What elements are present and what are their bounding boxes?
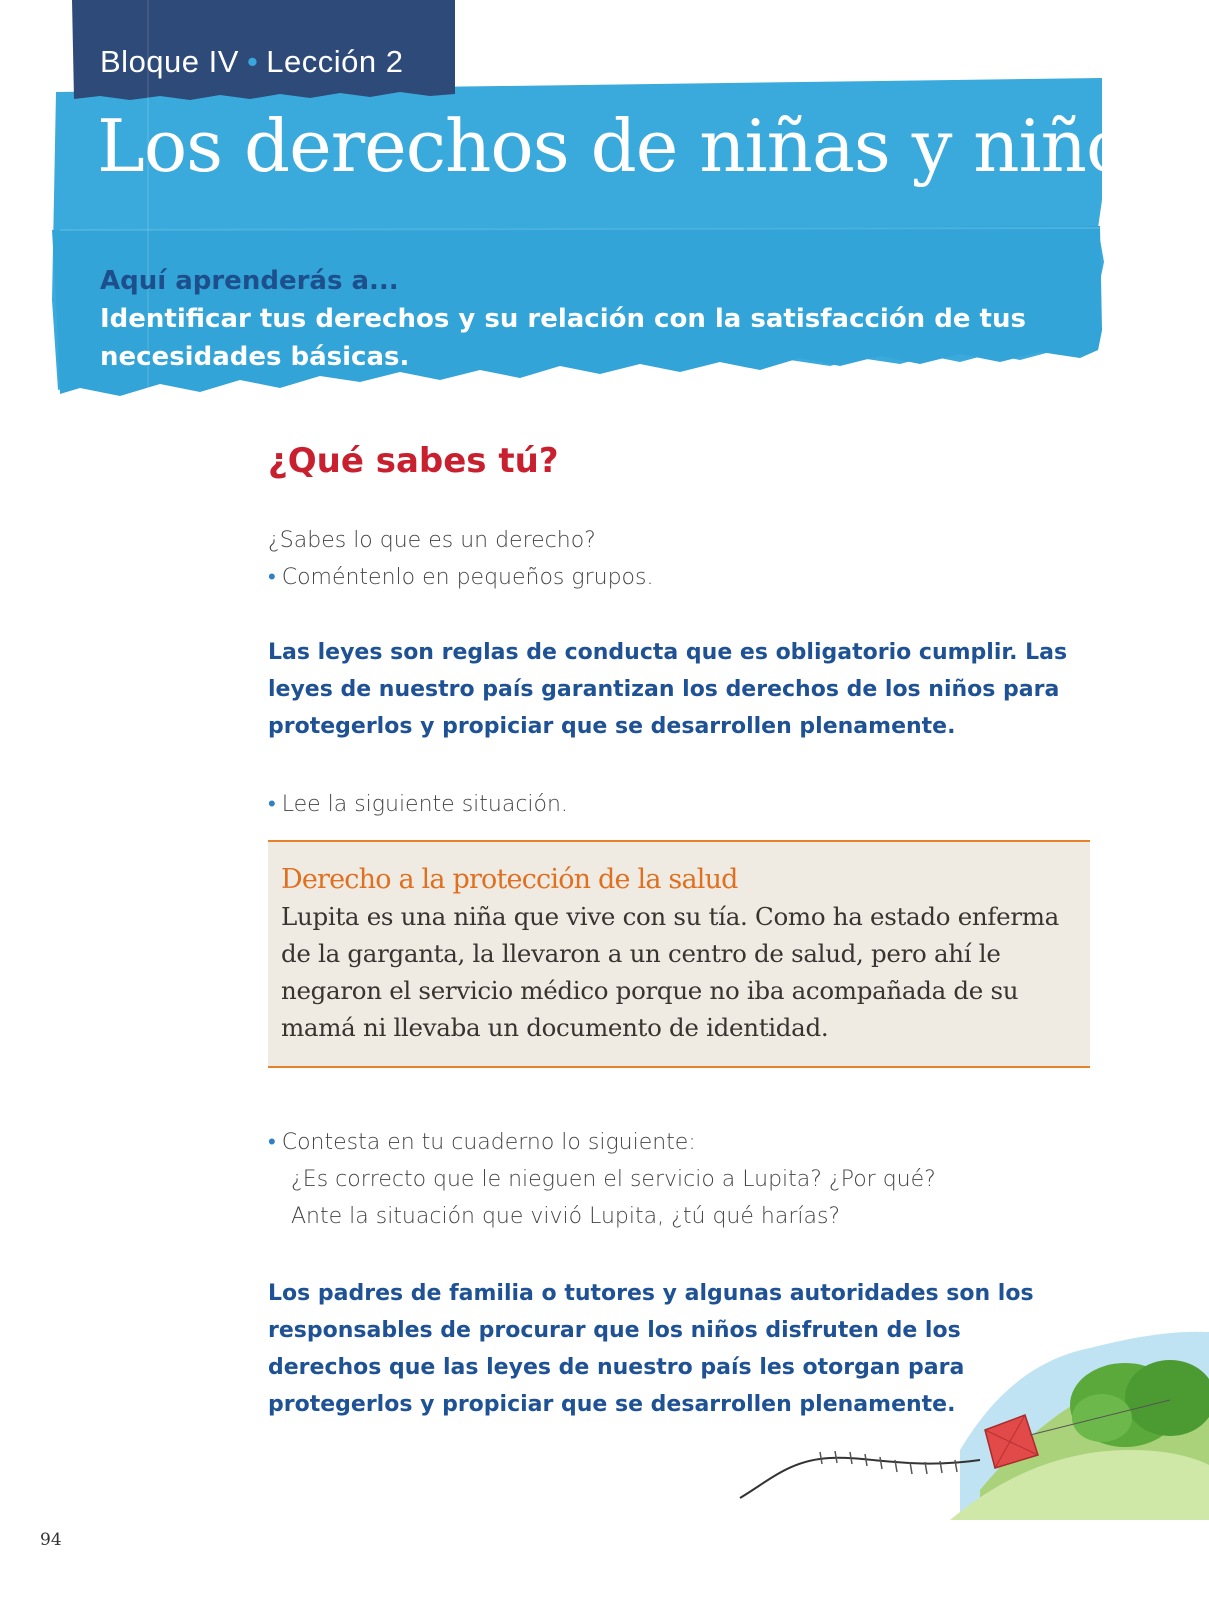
question-1: ¿Es correcto que le nieguen el servicio a Lupita? ¿Por qué? [291, 1167, 936, 1192]
page-number: 94 [40, 1530, 62, 1550]
kite-on-hill-illustration [730, 1320, 1209, 1520]
learning-objective [100, 262, 1060, 376]
section-heading: ¿Qué sabes tú? [268, 441, 559, 481]
lesson-title: Los derechos de niñas y niños [97, 104, 1165, 188]
bullet-answer [268, 1124, 696, 1161]
bullet-read [268, 786, 568, 823]
question-text: ¿Sabes lo que es un derecho? [268, 528, 596, 553]
bullet-read-text: Lee la siguiente situación. [281, 792, 568, 817]
highlight-responsibility: Los padres de familia o tutores y algunas autoridades son los responsables de procurar que los niños disfruten de los derechos que las leyes de nuestro país les otorgan para protegerlos y propiciar que se desarrollen plenamente. [268, 1281, 1034, 1417]
bullet-answer-text: Contesta en tu cuaderno lo siguiente: [281, 1130, 696, 1155]
case-box [268, 840, 1090, 1068]
lesson-label: Lección 2 [266, 44, 404, 79]
case-text: Lupita es una niña que vive con su tía. Como ha estado enferma de la garganta, la llevaron a un centro de salud, pero ahí le negaron el servicio médico porque no iba acompañada de su mamá ni llevaba un documento de identidad. [281, 902, 1059, 1042]
objective-text: Identificar tus derechos y su relación con la satisfacción de tus necesidades básicas. [100, 304, 1026, 372]
separator-dot-icon: • [246, 44, 259, 79]
block-label: Bloque IV [100, 44, 239, 79]
kite-string [740, 1458, 980, 1498]
block-lesson-label [100, 44, 404, 80]
bullet-icon: • [268, 565, 276, 590]
case-title: Derecho a la protección de la salud [281, 864, 738, 895]
bullet-discuss-text: Coméntenlo en pequeños grupos. [281, 565, 654, 590]
objective-intro: Aquí aprenderás a... [100, 266, 399, 296]
bullet-discuss [268, 559, 653, 596]
bullet-icon: • [268, 1130, 276, 1155]
bullet-icon: • [268, 792, 276, 817]
question-2: Ante la situación que vivió Lupita, ¿tú qué harías? [291, 1204, 841, 1229]
highlight-laws: Las leyes son reglas de conducta que es obligatorio cumplir. Las leyes de nuestro país garantizan los derechos de los niños para protegerlos y propiciar que se desarrollen plenamente. [268, 640, 1068, 739]
